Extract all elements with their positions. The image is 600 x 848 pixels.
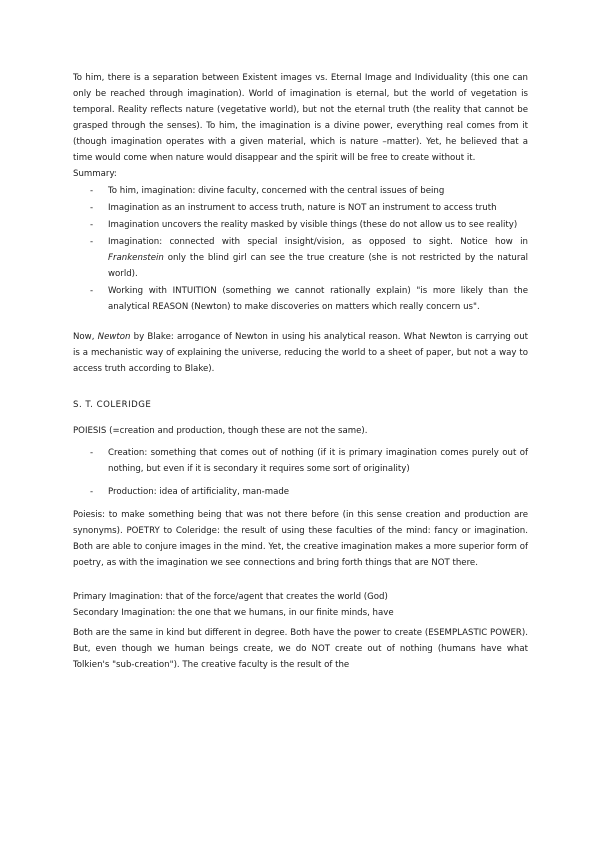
- poiesis-line: POIESIS (=creation and production, though these are not the same).: [73, 426, 368, 436]
- newton-title: Newton: [97, 332, 131, 342]
- list-item-text: Imagination uncovers the reality masked by visible things (these do not allow us to see reality): [108, 220, 518, 230]
- newton-paragraph: [73, 329, 528, 377]
- summary-label: Summary:: [73, 169, 117, 179]
- dash-bullet: -: [90, 286, 94, 296]
- list-item-text-pre: Imagination: connected with special insight/vision, as opposed to sight. Notice how in: [108, 237, 528, 247]
- document-page: [73, 70, 528, 673]
- list-item-text-post: only the blind girl can see the true creature (she is not restricted by the natural world).: [108, 253, 528, 279]
- final-paragraph: Both are the same in kind but different in degree. Both have the power to create (ESEMPLASTIC POWER). But, even though we human beings create, we do NOT create out of nothing (humans have what Tolkien's "sub-creation"). The creative faculty is the result of the: [73, 628, 528, 670]
- dash-bullet: -: [90, 220, 94, 230]
- secondary-imagination-line: Secondary Imagination: the one that we humans, in our finite minds, have: [73, 608, 394, 618]
- dash-bullet: -: [90, 448, 94, 458]
- list-item-text: Imagination as an instrument to access truth, nature is NOT an instrument to access truth: [108, 203, 497, 213]
- dash-bullet: -: [90, 237, 94, 247]
- section-heading-coleridge: S. T. COLERIDGE: [73, 400, 152, 410]
- poiesis-paragraph: Poiesis: to make something being that was not there before (in this sense creation and production are synonyms). POETRY to Coleridge: the result of using these faculties of the mind: fancy or imagination. Both are able to conjure images in the mind. Yet, the creative imagination makes a more superior form of poetry, as with the imagination we see connections and bring forth things that are NOT there.: [73, 510, 528, 568]
- primary-imagination-line: Primary Imagination: that of the force/agent that creates the world (God): [73, 592, 388, 602]
- list-item-text: Working with INTUITION (something we cannot rationally explain) "is more likely than the analytical REASON (Newton) to make discoveries on matters which really concern us".: [108, 286, 528, 312]
- intro-paragraph: To him, there is a separation between Existent images vs. Eternal Image and Individuality (this one can only be reached through imagination). World of imagination is eternal, but the world of vegetation is temporal. Reality reflects nature (vegetative world), but not the eternal truth (the reality that cannot be grasped through the senses). To him, the imagination is a divine power, everything real comes from it (though imagination operates with a given material, which is nature –matter). Yet, he believed that a time would come when nature would disappear and the spirit will be free to create without it.: [73, 73, 528, 163]
- list-item-text: Creation: something that comes out of nothing (if it is primary imagination comes purely out of nothing, but even if it is secondary it requires some sort of originality): [108, 448, 528, 474]
- poiesis-list: [73, 445, 528, 500]
- list-item: [73, 283, 528, 315]
- list-item: [73, 183, 528, 199]
- list-item: [73, 217, 528, 233]
- list-item: [73, 445, 528, 477]
- list-item: [73, 234, 528, 282]
- newton-pre: Now,: [73, 332, 98, 342]
- dash-bullet: -: [90, 186, 94, 196]
- list-item-text: Production: idea of artificiality, man-made: [108, 487, 290, 497]
- newton-post: by Blake: arrogance of Newton in using his analytical reason. What Newton is carrying out is a mechanistic way of explaining the universe, reducing the world to a sheet of paper, but not a way to access truth according to Blake).: [73, 332, 529, 374]
- dash-bullet: -: [90, 487, 94, 497]
- list-item: [73, 484, 528, 500]
- frankenstein-title: Frankenstein: [108, 253, 164, 263]
- dash-bullet: -: [90, 203, 94, 213]
- summary-list: [73, 183, 528, 315]
- list-item-text: To him, imagination: divine faculty, concerned with the central issues of being: [108, 186, 445, 196]
- list-item: [73, 200, 528, 216]
